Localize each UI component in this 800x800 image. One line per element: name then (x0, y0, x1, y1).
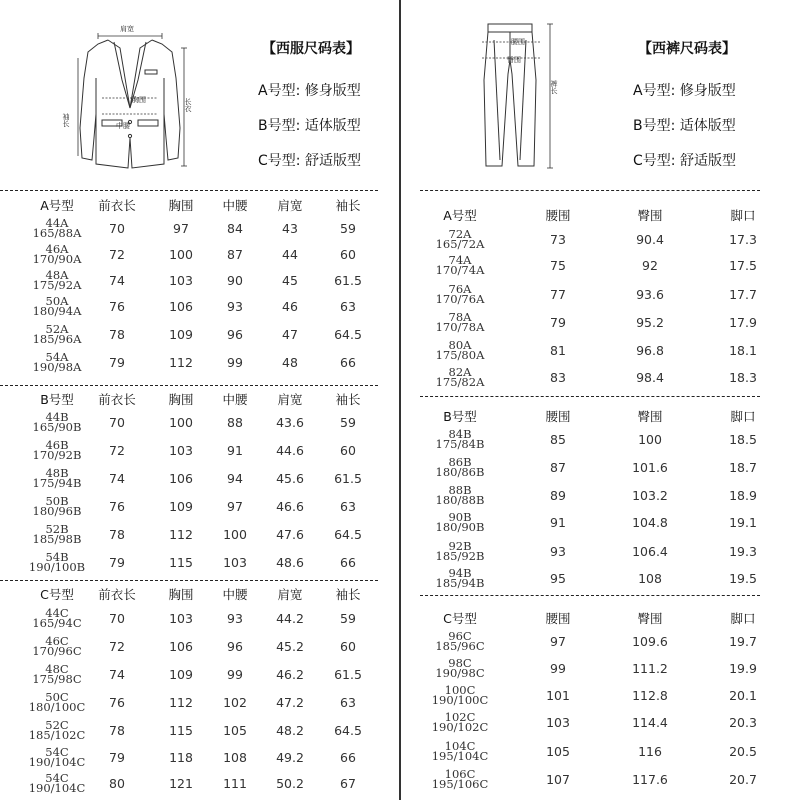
suit-column-header: 袖长 (335, 198, 361, 213)
pants-size-spec: 190/102C (431, 720, 489, 734)
suit-column-header: 中腰 (222, 392, 248, 407)
pants-table-cell: 103 (546, 715, 570, 730)
pants-table-cell: 19.5 (729, 571, 757, 586)
suit-column-header: 胸围 (168, 198, 194, 213)
pants-size-code: 104C (444, 739, 476, 753)
pants-type-a: A号型: 修身版型 (633, 83, 736, 99)
suit-table-cell: 72 (109, 247, 125, 262)
suit-size-spec: 185/102C (28, 728, 86, 742)
pants-size-spec: 170/78A (435, 320, 485, 334)
suit-size-code: 50A (45, 294, 69, 308)
suit-table-cell: 100 (223, 527, 247, 542)
suit-table-cell: 103 (169, 611, 193, 626)
pants-table-cell: 18.7 (729, 460, 757, 475)
suit-size-spec: 165/88A (32, 226, 82, 240)
suit-table-cell: 109 (169, 499, 193, 514)
pants-size-spec: 185/94B (435, 576, 485, 590)
suit-table-cell: 63 (340, 695, 356, 710)
suit-table-cell: 60 (340, 639, 356, 654)
pants-table-cell: 90.4 (636, 232, 664, 247)
pants-section-label: A号型 (443, 208, 477, 223)
suit-table-cell: 44.2 (276, 611, 304, 626)
pants-size-spec: 180/88B (435, 493, 485, 507)
suit-table-cell: 112 (169, 527, 193, 542)
suit-table-cell: 45.6 (276, 471, 304, 486)
pants-table-cell: 101 (546, 688, 570, 703)
pants-size-spec: 165/72A (435, 237, 485, 251)
suit-table-cell: 74 (109, 471, 125, 486)
pants-size-spec: 185/96C (435, 639, 485, 653)
suit-table-cell: 99 (227, 355, 243, 370)
suit-table-cell: 46.6 (276, 499, 304, 514)
suit-table-cell: 49.2 (276, 750, 304, 765)
suit-table-cell: 100 (169, 247, 193, 262)
suit-table-cell: 94 (227, 471, 243, 486)
pants-size-code: 102C (444, 710, 476, 724)
pants-table-cell: 77 (550, 287, 566, 302)
label-sleeve: 袖长 (62, 113, 70, 127)
pants-table-cell: 114.4 (632, 715, 668, 730)
pants-table-cell: 101.6 (632, 460, 668, 475)
suit-table-cell: 84 (227, 221, 243, 236)
suit-column-header: 肩宽 (277, 392, 303, 407)
pants-size-spec: 190/98C (435, 666, 485, 680)
suit-table-cell: 93 (227, 611, 243, 626)
suit-table-cell: 59 (340, 611, 356, 626)
suit-jacket-illustration (50, 18, 210, 176)
suit-section-label: B号型 (40, 392, 74, 407)
pants-size-code: 72A (448, 227, 472, 241)
pants-size-spec: 190/100C (431, 693, 489, 707)
suit-size-code: 48B (45, 466, 69, 480)
suit-size-spec: 170/92B (32, 448, 82, 462)
suit-column-header: 胸围 (168, 587, 194, 602)
pants-column-header: 腰围 (545, 611, 571, 626)
suit-table-cell: 100 (169, 415, 193, 430)
suit-column-header: 袖长 (335, 392, 361, 407)
suit-table-cell: 78 (109, 327, 125, 342)
label-chest: 胸围 (132, 96, 146, 104)
suit-column-header: 肩宽 (277, 198, 303, 213)
suit-size-spec: 180/96B (32, 504, 82, 518)
suit-table-cell: 80 (109, 776, 125, 791)
pants-size-code: 86B (448, 455, 472, 469)
label-pants-waist: 腰围 (511, 38, 525, 46)
pants-size-code: 98C (448, 656, 472, 670)
pants-size-code: 94B (448, 566, 472, 580)
pants-size-spec: 175/80A (435, 348, 485, 362)
section-separator (420, 396, 760, 397)
pants-size-spec: 170/76A (435, 292, 485, 306)
suit-table-cell: 70 (109, 415, 125, 430)
suit-size-code: 46B (45, 438, 69, 452)
suit-column-header: 前衣长 (98, 392, 136, 407)
pants-table-cell: 100 (638, 432, 662, 447)
suit-table-cell: 45 (282, 273, 298, 288)
label-pants-hip: 臀围 (507, 56, 521, 64)
pants-table-cell: 17.9 (729, 315, 757, 330)
suit-table-cell: 103 (169, 443, 193, 458)
suit-table-cell: 118 (169, 750, 193, 765)
pants-column-header: 臀围 (637, 409, 663, 424)
pants-table-cell: 19.1 (729, 515, 757, 530)
suit-size-code: 44A (45, 216, 69, 230)
suit-table-cell: 79 (109, 355, 125, 370)
suit-table-cell: 59 (340, 221, 356, 236)
suit-size-code: 46C (45, 634, 69, 648)
pants-table-cell: 20.7 (729, 772, 757, 787)
pants-size-code: 88B (448, 483, 472, 497)
pants-table-cell: 116 (638, 744, 662, 759)
suit-table-cell: 87 (227, 247, 243, 262)
suit-size-spec: 175/92A (32, 278, 82, 292)
suit-size-spec: 165/90B (32, 420, 82, 434)
suit-table-cell: 45.2 (276, 639, 304, 654)
pants-table-cell: 20.5 (729, 744, 757, 759)
suit-table-cell: 61.5 (334, 273, 362, 288)
section-separator (0, 580, 378, 581)
suit-table-cell: 64.5 (334, 723, 362, 738)
suit-column-header: 肩宽 (277, 587, 303, 602)
suit-table-cell: 96 (227, 327, 243, 342)
suit-table-cell: 112 (169, 355, 193, 370)
pants-table-cell: 99 (550, 661, 566, 676)
suit-table-cell: 105 (223, 723, 247, 738)
suit-table-cell: 115 (169, 723, 193, 738)
suit-table-cell: 48.2 (276, 723, 304, 738)
suit-table-cell: 66 (340, 750, 356, 765)
pants-table-cell: 17.3 (729, 232, 757, 247)
pants-table-cell: 17.5 (729, 258, 757, 273)
suit-table-cell: 59 (340, 415, 356, 430)
suit-section-label: A号型 (40, 198, 74, 213)
suit-table-cell: 47.2 (276, 695, 304, 710)
pants-column-header: 脚口 (730, 611, 756, 626)
pants-table-cell: 98.4 (636, 370, 664, 385)
suit-size-spec: 175/98C (32, 672, 82, 686)
suit-size-code: 54C (45, 771, 69, 785)
suit-column-header: 袖长 (335, 587, 361, 602)
suit-table-cell: 66 (340, 355, 356, 370)
suit-table-cell: 64.5 (334, 327, 362, 342)
suit-size-spec: 190/104C (28, 781, 86, 795)
pants-table-cell: 18.1 (729, 343, 757, 358)
label-pants-length: 裤长 (550, 80, 558, 94)
suit-table-cell: 63 (340, 299, 356, 314)
pants-size-code: 80A (448, 338, 472, 352)
pants-table-cell: 83 (550, 370, 566, 385)
suit-table-cell: 47.6 (276, 527, 304, 542)
suit-size-code: 44C (45, 606, 69, 620)
pants-table-cell: 93.6 (636, 287, 664, 302)
suit-table-cell: 46.2 (276, 667, 304, 682)
suit-table-cell: 97 (173, 221, 189, 236)
pants-type-b: B号型: 适体版型 (633, 118, 736, 134)
suit-table-cell: 76 (109, 499, 125, 514)
trousers-illustration (478, 20, 568, 172)
pants-size-code: 92B (448, 539, 472, 553)
suit-table-cell: 109 (169, 327, 193, 342)
pants-table-cell: 20.3 (729, 715, 757, 730)
pants-column-header: 腰围 (545, 409, 571, 424)
pants-table-cell: 95 (550, 571, 566, 586)
pants-table-cell: 97 (550, 634, 566, 649)
suit-table-cell: 46 (282, 299, 298, 314)
suit-table-cell: 106 (169, 299, 193, 314)
suit-size-code: 52B (45, 522, 69, 536)
suit-size-spec: 185/96A (32, 332, 82, 346)
suit-size-spec: 180/100C (28, 700, 86, 714)
suit-table-cell: 67 (340, 776, 356, 791)
suit-table-cell: 78 (109, 527, 125, 542)
suit-size-code: 52C (45, 718, 69, 732)
suit-table-cell: 79 (109, 750, 125, 765)
pants-table-cell: 17.7 (729, 287, 757, 302)
suit-table-cell: 60 (340, 443, 356, 458)
suit-table-cell: 47 (282, 327, 298, 342)
pants-table-cell: 89 (550, 488, 566, 503)
suit-table-cell: 72 (109, 639, 125, 654)
suit-size-code: 50C (45, 690, 69, 704)
pants-table-cell: 96.8 (636, 343, 664, 358)
pants-column-header: 脚口 (730, 409, 756, 424)
label-length: 长衣 (184, 98, 192, 112)
suit-table-cell: 102 (223, 695, 247, 710)
pants-table-cell: 91 (550, 515, 566, 530)
suit-table-cell: 76 (109, 299, 125, 314)
suit-size-spec: 175/94B (32, 476, 82, 490)
suit-table-cell: 66 (340, 555, 356, 570)
label-shoulder: 肩宽 (120, 25, 134, 33)
suit-table-cell: 74 (109, 667, 125, 682)
suit-size-code: 44B (45, 410, 69, 424)
suit-column-header: 前衣长 (98, 587, 136, 602)
suit-size-spec: 190/104C (28, 755, 86, 769)
suit-type-c: C号型: 舒适版型 (258, 153, 361, 169)
pants-table-cell: 104.8 (632, 515, 668, 530)
pants-table-cell: 81 (550, 343, 566, 358)
suit-table-cell: 79 (109, 555, 125, 570)
pants-table-cell: 18.3 (729, 370, 757, 385)
suit-size-code: 52A (45, 322, 69, 336)
pants-table-cell: 95.2 (636, 315, 664, 330)
suit-table-cell: 121 (169, 776, 193, 791)
suit-table-cell: 61.5 (334, 667, 362, 682)
pants-section-label: C号型 (443, 611, 477, 626)
suit-size-code: 54A (45, 350, 69, 364)
suit-table-cell: 103 (223, 555, 247, 570)
suit-table-cell: 70 (109, 611, 125, 626)
suit-size-spec: 190/100B (28, 560, 86, 574)
suit-size-spec: 170/96C (32, 644, 82, 658)
pants-size-code: 74A (448, 253, 472, 267)
suit-table-cell: 60 (340, 247, 356, 262)
pants-size-spec: 195/104C (431, 749, 489, 763)
suit-table-cell: 109 (169, 667, 193, 682)
pants-table-cell: 103.2 (632, 488, 668, 503)
pants-table-cell: 93 (550, 544, 566, 559)
pants-table-cell: 75 (550, 258, 566, 273)
pants-table-cell: 112.8 (632, 688, 668, 703)
pants-table-cell: 87 (550, 460, 566, 475)
suit-size-code: 54C (45, 745, 69, 759)
suit-table-cell: 111 (223, 776, 247, 791)
center-divider (399, 0, 401, 800)
suit-table-cell: 78 (109, 723, 125, 738)
section-separator (0, 385, 378, 386)
pants-type-c: C号型: 舒适版型 (633, 153, 736, 169)
suit-table-cell: 76 (109, 695, 125, 710)
label-waist: 中腰 (116, 122, 130, 130)
suit-column-header: 前衣长 (98, 198, 136, 213)
suit-size-spec: 190/98A (32, 360, 82, 374)
suit-type-b: B号型: 适体版型 (258, 118, 361, 134)
pants-column-header: 臀围 (637, 611, 663, 626)
pants-section-label: B号型 (443, 409, 477, 424)
pants-table-cell: 105 (546, 744, 570, 759)
pants-table-cell: 92 (642, 258, 658, 273)
suit-size-spec: 165/94C (32, 616, 82, 630)
suit-table-cell: 88 (227, 415, 243, 430)
suit-column-header: 胸围 (168, 392, 194, 407)
pants-size-spec: 175/84B (435, 437, 485, 451)
suit-table-cell: 106 (169, 639, 193, 654)
pants-size-code: 106C (444, 767, 476, 781)
suit-table-cell: 44.6 (276, 443, 304, 458)
suit-table-cell: 48.6 (276, 555, 304, 570)
suit-column-header: 中腰 (222, 198, 248, 213)
suit-column-header: 中腰 (222, 587, 248, 602)
pants-size-code: 82A (448, 365, 472, 379)
pants-size-spec: 185/92B (435, 549, 485, 563)
suit-table-cell: 61.5 (334, 471, 362, 486)
pants-size-spec: 170/74A (435, 263, 485, 277)
suit-size-spec: 185/98B (32, 532, 82, 546)
pants-table-cell: 109.6 (632, 634, 668, 649)
suit-table-cell: 44 (282, 247, 298, 262)
suit-table-cell: 63 (340, 499, 356, 514)
suit-table-cell: 50.2 (276, 776, 304, 791)
suit-size-chart-title: 【西服尺码表】 (262, 41, 360, 57)
suit-size-code: 48A (45, 268, 69, 282)
suit-size-code: 54B (45, 550, 69, 564)
suit-table-cell: 90 (227, 273, 243, 288)
suit-table-cell: 72 (109, 443, 125, 458)
suit-table-cell: 115 (169, 555, 193, 570)
suit-type-a: A号型: 修身版型 (258, 83, 361, 99)
pants-size-spec: 175/82A (435, 375, 485, 389)
suit-size-code: 50B (45, 494, 69, 508)
pants-table-cell: 18.9 (729, 488, 757, 503)
suit-table-cell: 97 (227, 499, 243, 514)
pants-column-header: 臀围 (637, 208, 663, 223)
suit-size-spec: 180/94A (32, 304, 82, 318)
pants-table-cell: 117.6 (632, 772, 668, 787)
suit-section-label: C号型 (40, 587, 74, 602)
suit-table-cell: 108 (223, 750, 247, 765)
pants-size-code: 100C (444, 683, 476, 697)
pants-table-cell: 85 (550, 432, 566, 447)
suit-table-cell: 64.5 (334, 527, 362, 542)
suit-table-cell: 43.6 (276, 415, 304, 430)
pants-table-cell: 108 (638, 571, 662, 586)
pants-table-cell: 19.9 (729, 661, 757, 676)
pants-column-header: 脚口 (730, 208, 756, 223)
suit-table-cell: 93 (227, 299, 243, 314)
suit-table-cell: 96 (227, 639, 243, 654)
suit-table-cell: 91 (227, 443, 243, 458)
suit-table-cell: 74 (109, 273, 125, 288)
suit-table-cell: 106 (169, 471, 193, 486)
suit-table-cell: 103 (169, 273, 193, 288)
section-separator (0, 190, 378, 191)
pants-size-spec: 180/90B (435, 520, 485, 534)
pants-size-spec: 195/106C (431, 777, 489, 791)
pants-size-spec: 180/86B (435, 465, 485, 479)
pants-table-cell: 20.1 (729, 688, 757, 703)
suit-table-cell: 112 (169, 695, 193, 710)
pants-size-code: 84B (448, 427, 472, 441)
section-separator (420, 190, 760, 191)
pants-column-header: 腰围 (545, 208, 571, 223)
suit-size-code: 48C (45, 662, 69, 676)
suit-size-code: 46A (45, 242, 69, 256)
suit-table-cell: 43 (282, 221, 298, 236)
pants-table-cell: 106.4 (632, 544, 668, 559)
pants-size-code: 78A (448, 310, 472, 324)
pants-size-chart-title: 【西裤尺码表】 (638, 41, 736, 57)
section-separator (420, 595, 760, 596)
pants-size-code: 90B (448, 510, 472, 524)
pants-table-cell: 18.5 (729, 432, 757, 447)
suit-size-spec: 170/90A (32, 252, 82, 266)
pants-size-code: 96C (448, 629, 472, 643)
suit-table-cell: 48 (282, 355, 298, 370)
pants-table-cell: 107 (546, 772, 570, 787)
suit-table-cell: 70 (109, 221, 125, 236)
pants-size-code: 76A (448, 282, 472, 296)
pants-table-cell: 73 (550, 232, 566, 247)
pants-table-cell: 19.7 (729, 634, 757, 649)
suit-table-cell: 99 (227, 667, 243, 682)
pants-table-cell: 111.2 (632, 661, 668, 676)
pants-table-cell: 79 (550, 315, 566, 330)
pants-table-cell: 19.3 (729, 544, 757, 559)
